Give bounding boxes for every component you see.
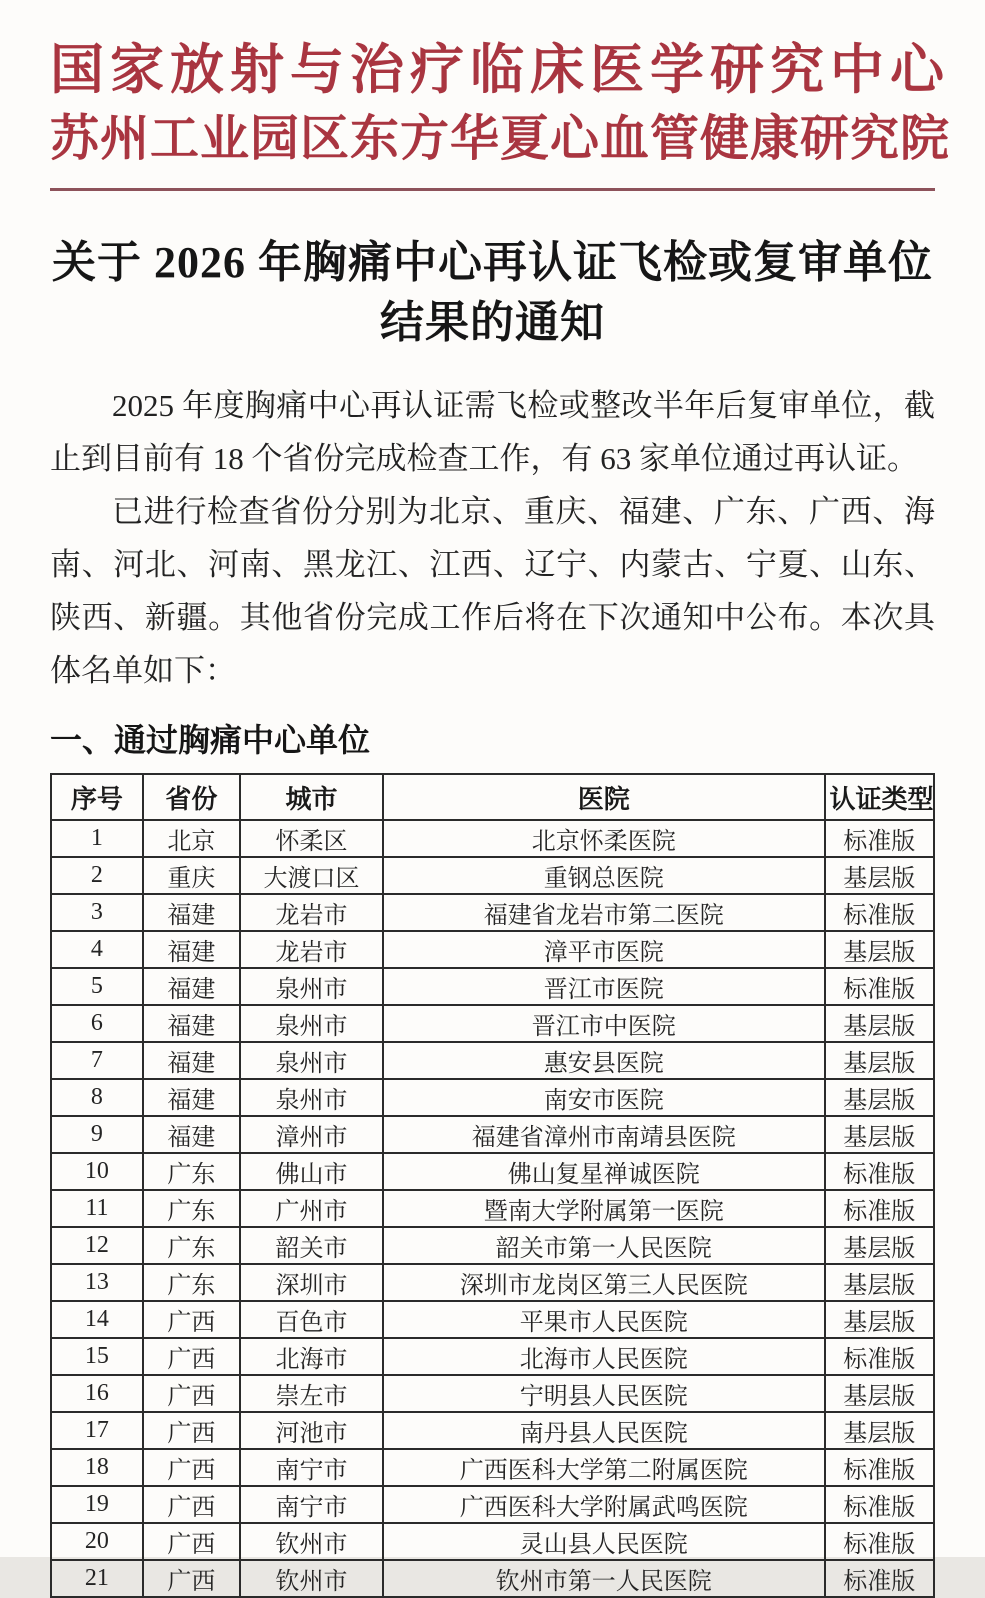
cell-index: 18 xyxy=(51,1449,143,1486)
cell-cert-type: 标准版 xyxy=(825,894,935,931)
cell-province: 福建 xyxy=(143,968,240,1005)
table-row xyxy=(51,894,934,931)
table-row xyxy=(51,1301,934,1338)
table-row xyxy=(51,1486,934,1523)
cell-province: 广西 xyxy=(143,1486,240,1523)
cell-hospital: 南丹县人民医院 xyxy=(383,1412,825,1449)
cell-hospital: 南安市医院 xyxy=(383,1079,825,1116)
cell-hospital: 宁明县人民医院 xyxy=(383,1375,825,1412)
table-row xyxy=(51,1338,934,1375)
column-header-hospital: 医院 xyxy=(383,774,825,820)
cell-index: 4 xyxy=(51,931,143,968)
cell-cert-type: 基层版 xyxy=(825,1375,935,1412)
cell-province: 广东 xyxy=(143,1153,240,1190)
table-row xyxy=(51,1079,934,1116)
cell-cert-type: 基层版 xyxy=(825,1079,935,1116)
cell-province: 福建 xyxy=(143,1005,240,1042)
cell-index: 16 xyxy=(51,1375,143,1412)
paragraph-summary: 2025 年度胸痛中心再认证需飞检或整改半年后复审单位，截止到目前有 18 个省份完成检查工作，有 63 家单位通过再认证。 xyxy=(50,388,935,476)
section-heading: 一、通过胸痛中心单位 xyxy=(50,722,371,758)
cell-index: 13 xyxy=(51,1264,143,1301)
cell-province: 福建 xyxy=(143,1116,240,1153)
cell-cert-type: 基层版 xyxy=(825,931,935,968)
table-row xyxy=(51,1227,934,1264)
cell-hospital: 北京怀柔医院 xyxy=(383,820,825,857)
cell-hospital: 重钢总医院 xyxy=(383,857,825,894)
cell-province: 广东 xyxy=(143,1190,240,1227)
cell-index: 7 xyxy=(51,1042,143,1079)
letterhead-line-2: 苏州工业园区东方华夏心血管健康研究院 xyxy=(50,111,951,166)
table-row xyxy=(51,1264,934,1301)
cell-index: 19 xyxy=(51,1486,143,1523)
cell-city: 佛山市 xyxy=(240,1153,383,1190)
cell-cert-type: 基层版 xyxy=(825,1116,935,1153)
paragraph-provinces: 已进行检查省份分别为北京、重庆、福建、广东、广西、海南、河北、河南、黑龙江、江西、辽宁、内蒙古、宁夏、山东、陕西、新疆。其他省份完成工作后将在下次通知中公布。本次具体名单如下： xyxy=(50,494,935,688)
column-header-cert-type: 认证类型 xyxy=(825,774,935,820)
cell-index: 14 xyxy=(51,1301,143,1338)
cell-city: 龙岩市 xyxy=(240,894,383,931)
table-row xyxy=(51,1005,934,1042)
table-header xyxy=(51,774,934,820)
cell-province: 福建 xyxy=(143,1042,240,1079)
cell-index: 15 xyxy=(51,1338,143,1375)
cell-index: 5 xyxy=(51,968,143,1005)
cell-city: 百色市 xyxy=(240,1301,383,1338)
cell-city: 泉州市 xyxy=(240,1005,383,1042)
cell-hospital: 深圳市龙岗区第三人民医院 xyxy=(383,1264,825,1301)
cell-city: 深圳市 xyxy=(240,1264,383,1301)
cell-city: 泉州市 xyxy=(240,968,383,1005)
cell-cert-type: 基层版 xyxy=(825,1227,935,1264)
cell-cert-type: 基层版 xyxy=(825,1264,935,1301)
cell-city: 广州市 xyxy=(240,1190,383,1227)
table-row xyxy=(51,820,934,857)
cell-city: 漳州市 xyxy=(240,1116,383,1153)
cell-cert-type: 标准版 xyxy=(825,1560,935,1597)
cell-cert-type: 基层版 xyxy=(825,857,935,894)
cell-hospital: 平果市人民医院 xyxy=(383,1301,825,1338)
cell-index: 10 xyxy=(51,1153,143,1190)
column-header-index: 序号 xyxy=(51,774,143,820)
cell-hospital: 惠安县医院 xyxy=(383,1042,825,1079)
table-row xyxy=(51,1412,934,1449)
cell-cert-type: 标准版 xyxy=(825,968,935,1005)
table-row xyxy=(51,1449,934,1486)
cell-province: 广西 xyxy=(143,1412,240,1449)
body-text xyxy=(50,379,935,697)
cell-hospital: 北海市人民医院 xyxy=(383,1338,825,1375)
table-row xyxy=(51,931,934,968)
table-row xyxy=(51,857,934,894)
cell-index: 3 xyxy=(51,894,143,931)
table-row xyxy=(51,968,934,1005)
cell-city: 南宁市 xyxy=(240,1486,383,1523)
cell-cert-type: 基层版 xyxy=(825,1042,935,1079)
cell-province: 广西 xyxy=(143,1338,240,1375)
cell-index: 21 xyxy=(51,1560,143,1597)
cell-hospital: 广西医科大学附属武鸣医院 xyxy=(383,1486,825,1523)
document-title: 关于 2026 年胸痛中心再认证飞检或复审单位结果的通知 xyxy=(52,238,933,347)
cell-province: 福建 xyxy=(143,1079,240,1116)
passed-units-table xyxy=(50,773,935,1598)
cell-city: 钦州市 xyxy=(240,1523,383,1560)
cell-cert-type: 基层版 xyxy=(825,1005,935,1042)
cell-province: 重庆 xyxy=(143,857,240,894)
cell-city: 龙岩市 xyxy=(240,931,383,968)
cell-hospital: 广西医科大学第二附属医院 xyxy=(383,1449,825,1486)
cell-province: 广西 xyxy=(143,1560,240,1597)
table-row xyxy=(51,1153,934,1190)
table-row xyxy=(51,1190,934,1227)
cell-index: 6 xyxy=(51,1005,143,1042)
table-row xyxy=(51,1375,934,1412)
cell-cert-type: 标准版 xyxy=(825,820,935,857)
cell-hospital: 钦州市第一人民医院 xyxy=(383,1560,825,1597)
cell-cert-type: 标准版 xyxy=(825,1523,935,1560)
cell-city: 南宁市 xyxy=(240,1449,383,1486)
table-row xyxy=(51,1116,934,1153)
table-header-row xyxy=(51,774,934,820)
cell-city: 泉州市 xyxy=(240,1042,383,1079)
cell-hospital: 福建省龙岩市第二医院 xyxy=(383,894,825,931)
cell-province: 广东 xyxy=(143,1264,240,1301)
cell-city: 崇左市 xyxy=(240,1375,383,1412)
cell-province: 福建 xyxy=(143,931,240,968)
column-header-city: 城市 xyxy=(240,774,383,820)
cell-province: 广西 xyxy=(143,1301,240,1338)
cell-cert-type: 标准版 xyxy=(825,1190,935,1227)
cell-province: 福建 xyxy=(143,894,240,931)
letterhead xyxy=(50,34,951,172)
cell-province: 广西 xyxy=(143,1523,240,1560)
cell-province: 广东 xyxy=(143,1227,240,1264)
cell-index: 17 xyxy=(51,1412,143,1449)
letterhead-divider xyxy=(50,188,935,191)
table-row xyxy=(51,1560,934,1597)
cell-index: 8 xyxy=(51,1079,143,1116)
letterhead-line-1: 国家放射与治疗临床医学研究中心 xyxy=(50,40,950,100)
cell-cert-type: 标准版 xyxy=(825,1486,935,1523)
cell-city: 韶关市 xyxy=(240,1227,383,1264)
cell-hospital: 福建省漳州市南靖县医院 xyxy=(383,1116,825,1153)
cell-cert-type: 基层版 xyxy=(825,1412,935,1449)
table-row xyxy=(51,1523,934,1560)
cell-index: 1 xyxy=(51,820,143,857)
cell-hospital: 韶关市第一人民医院 xyxy=(383,1227,825,1264)
cell-cert-type: 基层版 xyxy=(825,1301,935,1338)
cell-cert-type: 标准版 xyxy=(825,1449,935,1486)
cell-city: 钦州市 xyxy=(240,1560,383,1597)
cell-index: 20 xyxy=(51,1523,143,1560)
column-header-province: 省份 xyxy=(143,774,240,820)
table-row xyxy=(51,1042,934,1079)
cell-index: 2 xyxy=(51,857,143,894)
cell-hospital: 佛山复星禅诚医院 xyxy=(383,1153,825,1190)
cell-index: 12 xyxy=(51,1227,143,1264)
cell-province: 广西 xyxy=(143,1375,240,1412)
cell-city: 河池市 xyxy=(240,1412,383,1449)
cell-province: 广西 xyxy=(143,1449,240,1486)
cell-index: 11 xyxy=(51,1190,143,1227)
cell-cert-type: 标准版 xyxy=(825,1338,935,1375)
cell-hospital: 晋江市中医院 xyxy=(383,1005,825,1042)
cell-city: 泉州市 xyxy=(240,1079,383,1116)
cell-cert-type: 标准版 xyxy=(825,1153,935,1190)
cell-province: 北京 xyxy=(143,820,240,857)
cell-city: 大渡口区 xyxy=(240,857,383,894)
cell-hospital: 晋江市医院 xyxy=(383,968,825,1005)
cell-city: 怀柔区 xyxy=(240,820,383,857)
cell-hospital: 灵山县人民医院 xyxy=(383,1523,825,1560)
cell-index: 9 xyxy=(51,1116,143,1153)
cell-city: 北海市 xyxy=(240,1338,383,1375)
cell-hospital: 暨南大学附属第一医院 xyxy=(383,1190,825,1227)
table-body xyxy=(51,820,934,1597)
cell-hospital: 漳平市医院 xyxy=(383,931,825,968)
